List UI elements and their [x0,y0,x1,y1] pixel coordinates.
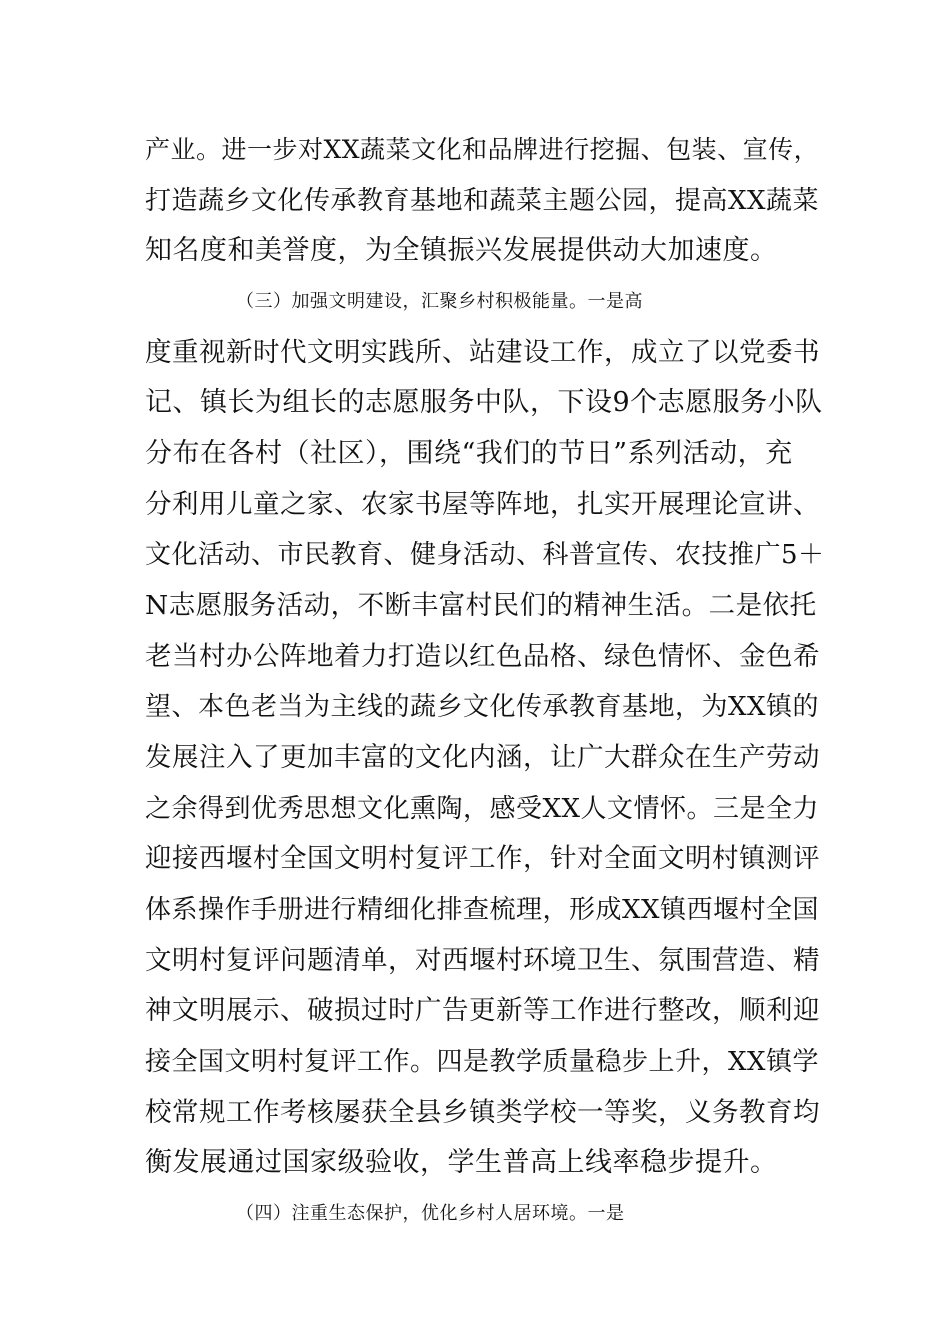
text-line: 之余得到优秀思想文化熏陶，感受XX人文情怀。三是全力 [145,794,820,824]
text-line: N志愿服务活动，不断丰富村民们的精神生活。二是依托 [145,590,817,621]
section-heading-line: （三）加强文明建设，汇聚乡村积极能量。一是高 [236,291,643,312]
text-line: 衡发展通过国家级验收，学生普高上线率稳步提升。 [145,1147,778,1178]
text-line: 接全国文明村复评工作。四是教学质量稳步上升，XX镇学 [145,1047,820,1077]
text-line: 文化活动、市民教育、健身活动、科普宣传、农技推广5＋ [145,540,825,570]
text-line: 老当村办公阵地着力打造以红色品格、绿色情怀、金色希 [145,641,820,672]
text-line: 迎接西堰村全国文明村复评工作，针对全面文明村镇测评 [145,843,820,874]
text-line: 神文明展示、破损过时广告更新等工作进行整改，顺利迎 [145,995,820,1026]
text-line: 校常规工作考核屡获全县乡镇类学校一等奖，义务教育均 [145,1097,820,1128]
text-line: 知名度和美誉度，为全镇振兴发展提供动大加速度。 [145,235,778,266]
text-line: 体系操作手册进行精细化排查梳理，形成XX镇西堰村全国 [145,895,820,925]
text-line: 分利用儿童之家、农家书屋等阵地，扎实开展理论宣讲、 [145,489,820,520]
text-line: 记、镇长为组长的志愿服务中队，下设9个志愿服务小队 [145,387,823,418]
text-line: 望、本色老当为主线的蔬乡文化传承教育基地，为XX镇的 [145,692,820,722]
text-line: 度重视新时代文明实践所、站建设工作，成立了以党委书 [145,337,820,368]
section-heading-line: （四）注重生态保护，优化乡村人居环境。一是 [236,1203,625,1224]
text-line: 分布在各村（社区），围绕“我们的节日”系列活动，充 [145,438,793,469]
text-line: 打造蔬乡文化传承教育基地和蔬菜主题公园，提高XX蔬菜 [145,186,820,216]
text-line: 产业。进一步对XX蔬菜文化和品牌进行挖掘、包装、宣传， [145,135,820,164]
text-line: 文明村复评问题清单，对西堰村环境卫生、氛围营造、精 [145,945,820,976]
text-line: 发展注入了更加丰富的文化内涵，让广大群众在生产劳动 [145,742,820,773]
